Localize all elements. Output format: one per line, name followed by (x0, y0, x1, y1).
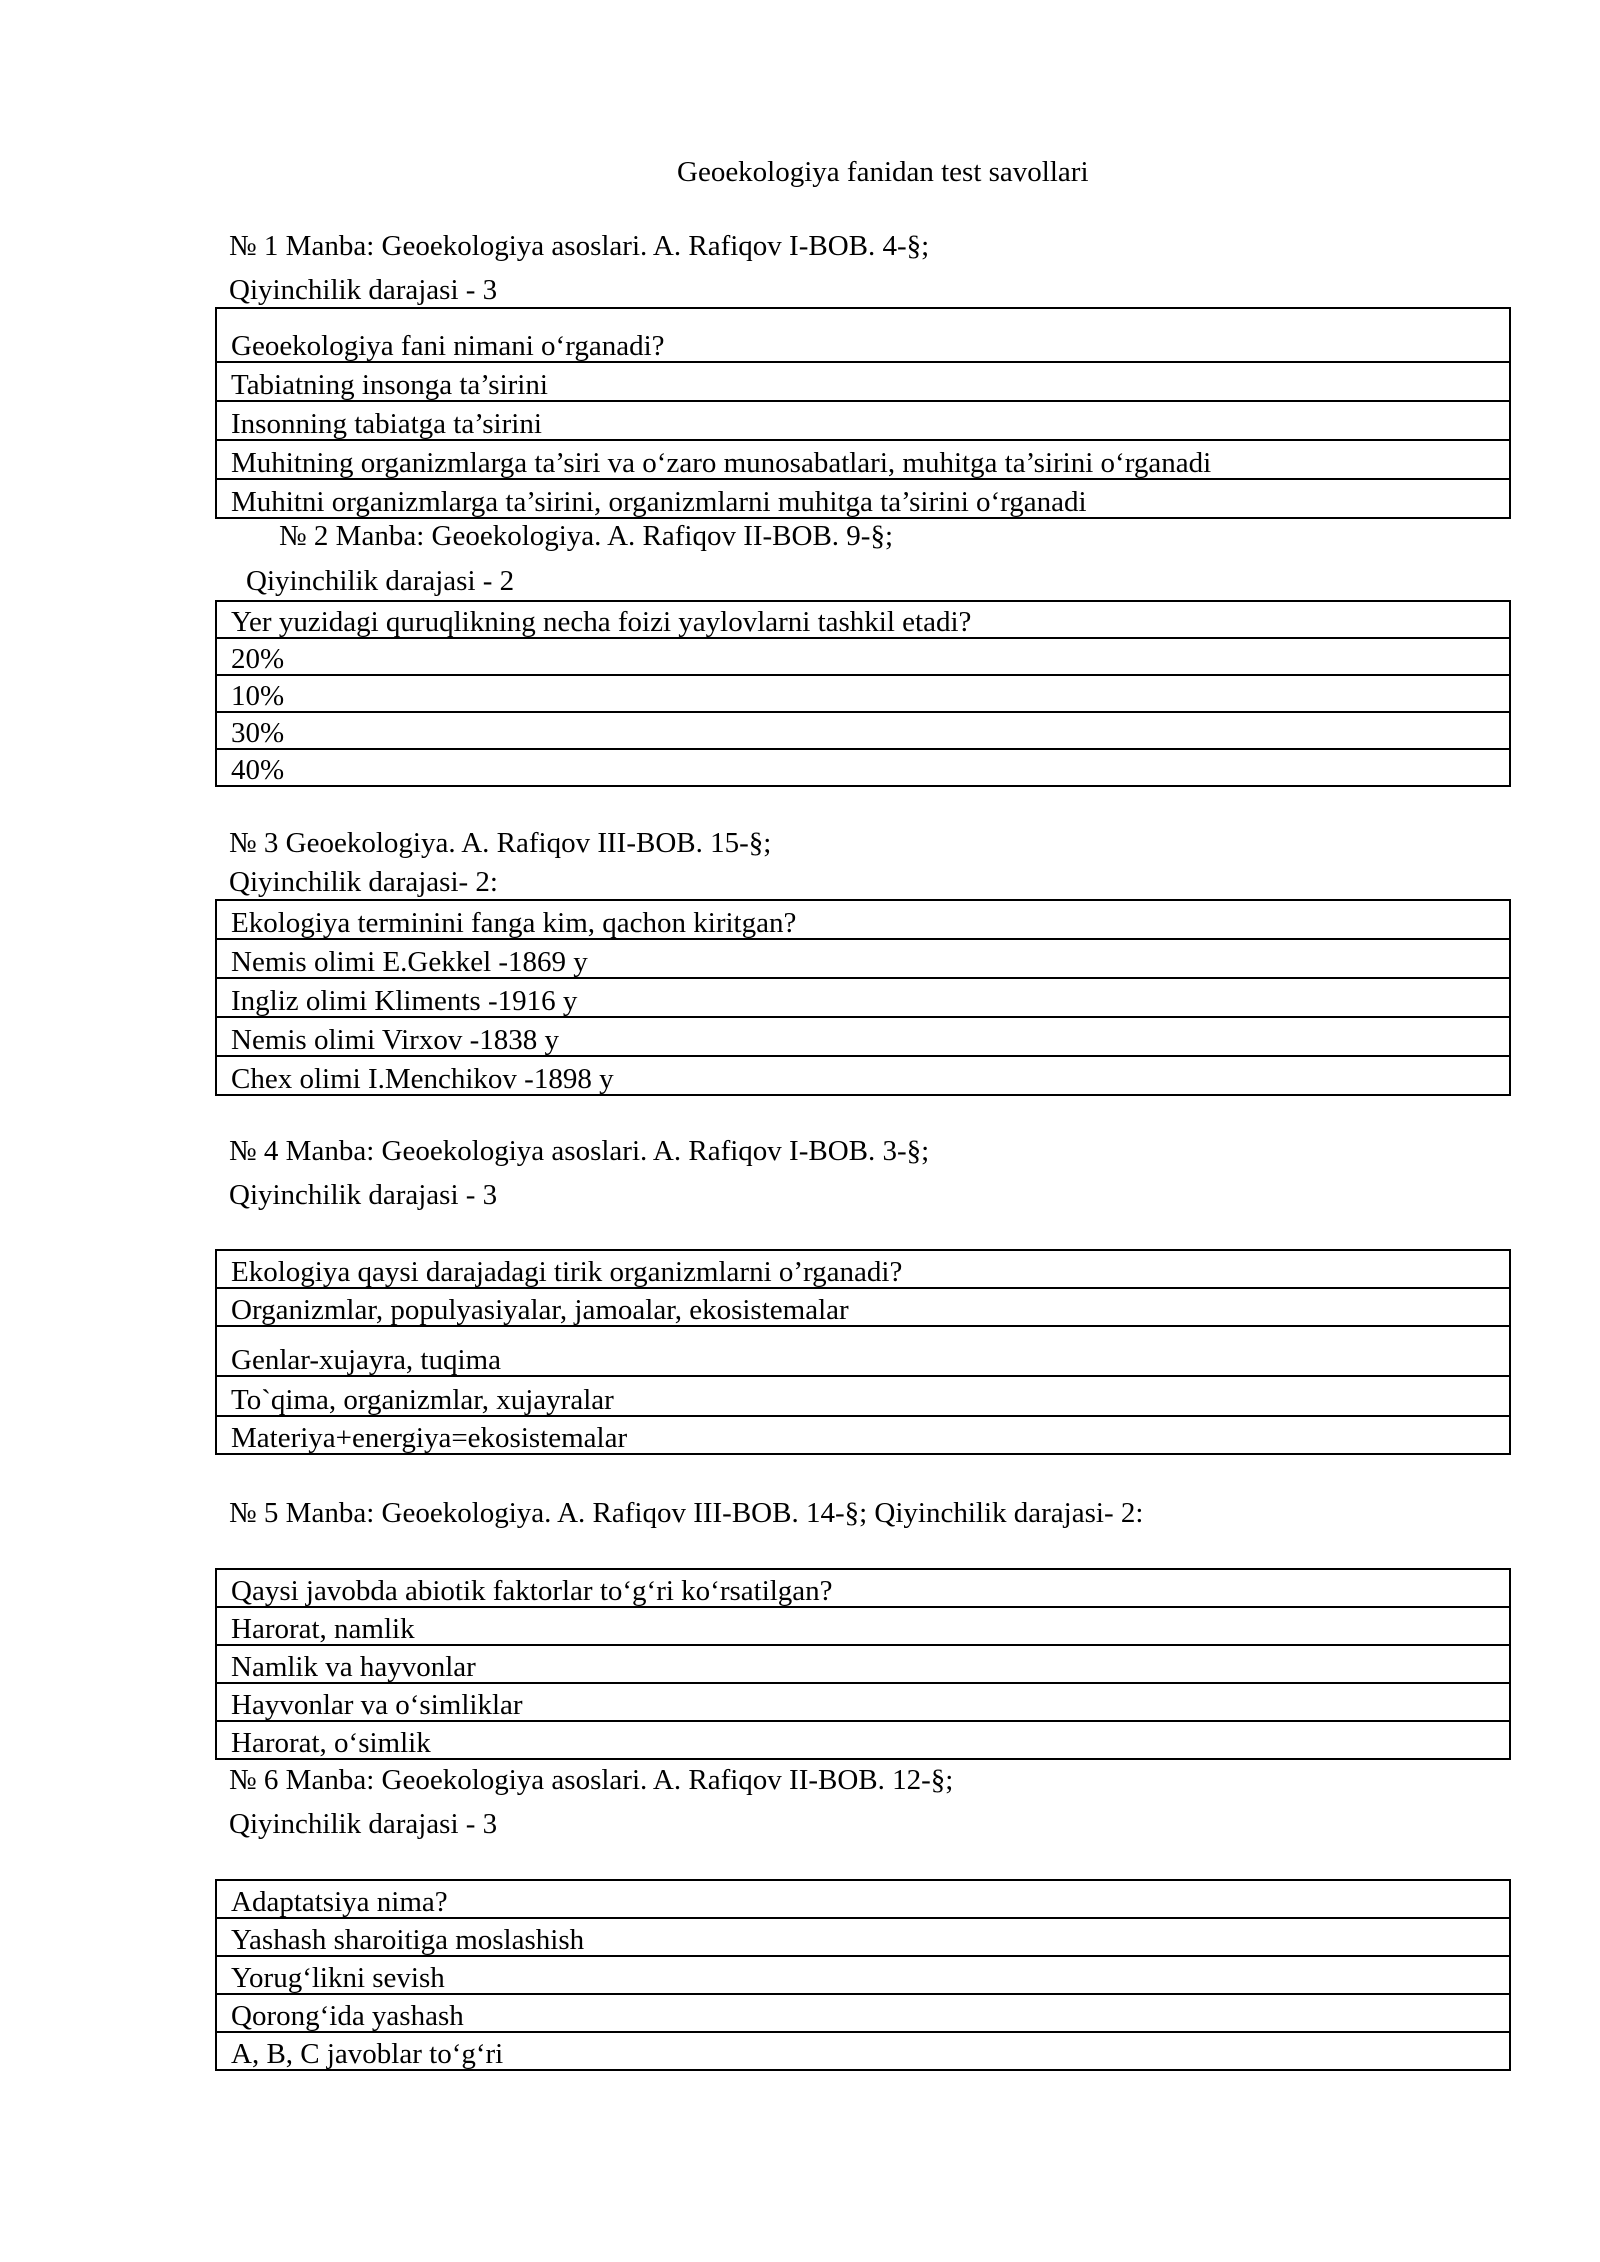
answer-option: Organizmlar, populyasiyalar, jamoalar, ekosistemalar (216, 1288, 1510, 1326)
answer-option: Namlik va hayvonlar (216, 1645, 1510, 1683)
question-1-level: Qiyinchilik darajasi - 3 (229, 274, 498, 306)
answer-option: Harorat, namlik (216, 1607, 1510, 1645)
question-text: Yer yuzidagi quruqlikning necha foizi yaylovlarni tashkil etadi? (216, 601, 1510, 638)
question-2-table (215, 600, 1511, 787)
answer-option: Muhitning organizmlarga ta’siri va o‘zaro munosabatlari, muhitga ta’sirini o‘rganadi (216, 440, 1510, 479)
answer-option: Harorat, o‘simlik (216, 1721, 1510, 1759)
answer-option: Nemis olimi Virxov -1838 y (216, 1017, 1510, 1056)
answer-option: Yorug‘likni sevish (216, 1956, 1510, 1994)
answer-option: Nemis olimi E.Gekkel -1869 y (216, 939, 1510, 978)
answer-option: Muhitni organizmlarga ta’sirini, organizmlarni muhitga ta’sirini o‘rganadi (216, 479, 1510, 518)
question-text: Ekologiya qaysi darajadagi tirik organizmlarni o’rganadi? (216, 1250, 1510, 1288)
answer-option: Chex olimi I.Menchikov -1898 y (216, 1056, 1510, 1095)
question-1-table (215, 307, 1511, 519)
answer-option: 10% (216, 675, 1510, 712)
question-3-header: № 3 Geoekologiya. A. Rafiqov III-BOB. 15-§; (229, 827, 772, 859)
document-title: Geoekologiya fanidan test savollari (677, 156, 1089, 188)
answer-option: Insonning tabiatga ta’sirini (216, 401, 1510, 440)
question-4-level: Qiyinchilik darajasi - 3 (229, 1179, 498, 1211)
answer-option: Qorong‘ida yashash (216, 1994, 1510, 2032)
question-6-table (215, 1879, 1511, 2071)
answer-option: Ingliz olimi Kliments -1916 y (216, 978, 1510, 1017)
question-6-level: Qiyinchilik darajasi - 3 (229, 1808, 498, 1840)
question-1-header: № 1 Manba: Geoekologiya asoslari. A. Rafiqov I-BOB. 4-§; (229, 230, 930, 262)
answer-option: Genlar-xujayra, tuqima (216, 1326, 1510, 1376)
question-5-table (215, 1568, 1511, 1760)
answer-option: Hayvonlar va o‘simliklar (216, 1683, 1510, 1721)
answer-option: Materiya+energiya=ekosistemalar (216, 1416, 1510, 1454)
question-2-header: № 2 Manba: Geoekologiya. A. Rafiqov II-BOB. 9-§; (279, 520, 894, 552)
answer-option: Tabiatning insonga ta’sirini (216, 362, 1510, 401)
answer-option: To`qima, organizmlar, xujayralar (216, 1376, 1510, 1416)
question-text: Ekologiya terminini fanga kim, qachon kiritgan? (216, 900, 1510, 939)
question-6-header: № 6 Manba: Geoekologiya asoslari. A. Rafiqov II-BOB. 12-§; (229, 1764, 954, 1796)
question-3-level: Qiyinchilik darajasi- 2: (229, 866, 498, 898)
question-4-header: № 4 Manba: Geoekologiya asoslari. A. Rafiqov I-BOB. 3-§; (229, 1135, 930, 1167)
question-text: Adaptatsiya nima? (216, 1880, 1510, 1918)
question-3-table (215, 899, 1511, 1096)
question-text: Qaysi javobda abiotik faktorlar to‘g‘ri ko‘rsatilgan? (216, 1569, 1510, 1607)
answer-option: 40% (216, 749, 1510, 786)
answer-option: 20% (216, 638, 1510, 675)
question-5-header: № 5 Manba: Geoekologiya. A. Rafiqov III-BOB. 14-§; Qiyinchilik darajasi- 2: (229, 1497, 1144, 1529)
answer-option: A, B, C javoblar to‘g‘ri (216, 2032, 1510, 2070)
answer-option: Yashash sharoitiga moslashish (216, 1918, 1510, 1956)
answer-option: 30% (216, 712, 1510, 749)
question-2-level: Qiyinchilik darajasi - 2 (246, 565, 515, 597)
question-text: Geoekologiya fani nimani o‘rganadi? (216, 308, 1510, 362)
question-4-table (215, 1249, 1511, 1455)
